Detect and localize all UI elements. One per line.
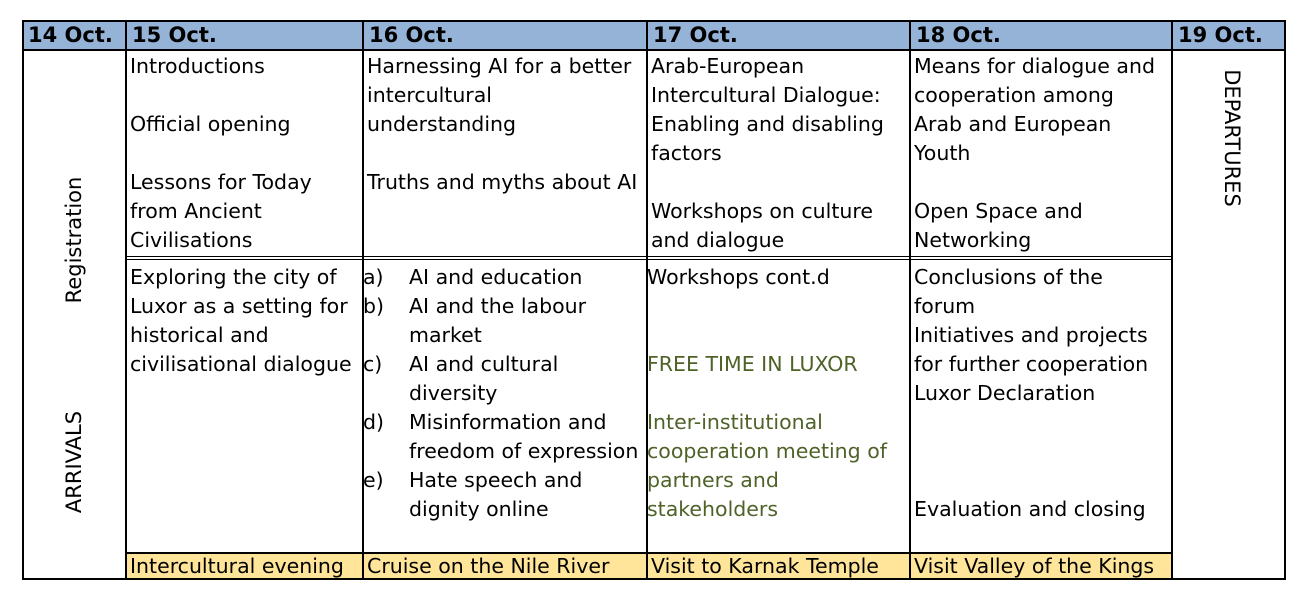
session-introductions: Introductions	[130, 54, 265, 78]
border-right	[1284, 20, 1286, 580]
session-means-dialogue: Means for dialogue and cooperation among Arab and European Youth	[914, 54, 1155, 165]
arrivals-label: ARRIVALS	[62, 410, 86, 514]
header-16-oct: 16 Oct.	[363, 20, 647, 50]
list-text: Hate speech and dignity online	[409, 468, 583, 521]
departures-label: DEPARTURES	[1220, 69, 1244, 207]
border-bottom	[22, 578, 1286, 580]
col-divider	[125, 20, 127, 580]
list-item	[363, 408, 643, 466]
border-top	[22, 20, 1286, 22]
session-lessons-ancient: Lessons for Today from Ancient Civilisations	[130, 170, 312, 252]
session-free-time: FREE TIME IN LUXOR	[647, 352, 858, 376]
session-workshops-culture: Workshops on culture and dialogue	[651, 199, 873, 252]
col-divider	[646, 20, 648, 580]
col-15-afternoon	[126, 261, 363, 553]
list-text: AI and the labour market	[409, 294, 587, 347]
evening-divider	[126, 552, 1172, 554]
list-label: a)	[363, 265, 384, 289]
session-conclusions: Conclusions of the forum	[914, 265, 1103, 318]
col-16-evening: Cruise on the Nile River	[363, 553, 647, 580]
header-15-oct: 15 Oct.	[126, 20, 363, 50]
schedule-table	[22, 20, 1286, 580]
col-15-evening: Intercultural evening	[126, 553, 363, 580]
list-text: AI and cultural diversity	[409, 352, 559, 405]
session-initiatives: Initiatives and projects for further cooperation	[914, 323, 1149, 376]
registration-label: Registration	[62, 176, 86, 304]
header-19-oct: 19 Oct.	[1172, 20, 1286, 50]
col-17-afternoon	[647, 261, 910, 553]
list-text: Misinformation and freedom of expression	[409, 410, 639, 463]
session-workshops-cont: Workshops cont.d	[647, 265, 830, 289]
border-left	[22, 20, 24, 580]
session-harnessing-ai: Harnessing AI for a better intercultural understanding	[367, 54, 632, 136]
col-divider	[362, 20, 364, 580]
session-arab-european-dialogue: Arab-European Intercultural Dialogue: Enabling and disabling factors	[651, 54, 884, 165]
col-18-evening: Visit Valley of the Kings	[910, 553, 1172, 580]
col-15-morning	[126, 50, 363, 258]
header-18-oct: 18 Oct.	[910, 20, 1172, 50]
list-item	[363, 350, 643, 408]
list-item	[363, 292, 643, 350]
col-17-morning	[647, 50, 910, 258]
col-17-evening: Visit to Karnak Temple	[647, 553, 910, 580]
header-14-oct: 14 Oct.	[22, 20, 126, 50]
session-truths-myths-ai: Truths and myths about AI	[367, 170, 638, 194]
session-inter-institutional: Inter-institutional cooperation meeting of partners and stakeholders	[647, 410, 887, 521]
col-19-oct	[1172, 50, 1286, 580]
session-exploring-luxor: Exploring the city of Luxor as a setting for historical and civilisational dialogue	[130, 265, 352, 376]
col-18-morning	[910, 50, 1172, 258]
header-divider	[22, 49, 1286, 51]
col-18-afternoon	[910, 261, 1172, 553]
list-item	[363, 466, 643, 524]
morning-afternoon-divider	[126, 256, 1172, 260]
list-item	[363, 263, 643, 292]
col-14-oct	[22, 50, 126, 580]
col-divider	[909, 20, 911, 580]
list-label: d)	[363, 410, 385, 434]
session-evaluation-closing: Evaluation and closing	[914, 497, 1146, 521]
session-official-opening: Official opening	[130, 112, 291, 136]
col-16-morning	[363, 50, 647, 258]
col-divider	[1171, 20, 1173, 580]
session-luxor-declaration: Luxor Declaration	[914, 381, 1096, 405]
list-text: AI and education	[409, 265, 583, 289]
list-label: b)	[363, 294, 385, 318]
list-label: e)	[363, 468, 384, 492]
list-label: c)	[363, 352, 383, 376]
col-16-afternoon	[363, 261, 647, 553]
header-17-oct: 17 Oct.	[647, 20, 910, 50]
session-open-space: Open Space and Networking	[914, 199, 1083, 252]
